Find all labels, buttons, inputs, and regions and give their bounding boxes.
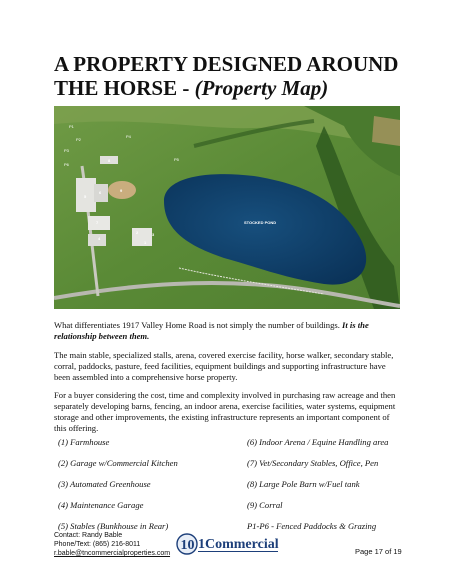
building-number: 6 — [99, 190, 102, 195]
property-aerial-map — [54, 106, 400, 309]
legend-item: (4) Maintenance Garage — [58, 500, 144, 510]
building-number: 3 — [152, 232, 155, 237]
paddock-label: P5 — [174, 157, 179, 162]
logo-mark: 10 — [180, 538, 195, 553]
legend-item: (3) Automated Greenhouse — [58, 479, 151, 489]
building-number: 8 — [108, 158, 111, 163]
paddock-label: P4 — [126, 134, 131, 139]
building-number: 2 — [136, 230, 139, 235]
paddock-label: P3 — [64, 148, 69, 153]
legend-item: P1-P6 - Fenced Paddocks & Grazing — [247, 521, 377, 531]
building-number: 1 — [144, 240, 147, 245]
contact-phone: Phone/Text: (865) 216-8011 — [54, 541, 141, 548]
legend-item: (2) Garage w/Commercial Kitchen — [58, 458, 178, 468]
title-main: A PROPERTY DESIGNED AROUND THE HORSE - — [54, 52, 399, 100]
facilities-paragraph: The main stable, specialized stalls, arena, covered exercise facility, horse walker, secondary stable, corral, paddocks, pasture, feed facilities, equipment buildings and supporting infrastructure have been assembled into a comprehensive horse property. — [54, 350, 394, 382]
legend-item: (9) Corral — [247, 500, 283, 510]
building-number: 7 — [96, 220, 99, 225]
company-logo — [176, 532, 280, 556]
legend-item: (8) Large Pole Barn w/Fuel tank — [247, 479, 360, 489]
aerial-map-graphic — [54, 106, 400, 309]
page-title — [54, 52, 404, 100]
intro-text: What differentiates 1917 Valley Home Road is not simply the number of buildings. — [54, 320, 343, 330]
contact-email-link[interactable]: r.bable@tncommercialproperties.com — [54, 550, 171, 557]
paddock-label: P2 — [76, 137, 81, 142]
page-number: Page 17 of 19 — [355, 547, 402, 556]
logo-wordmark: 1Commercial — [198, 537, 279, 552]
buyer-paragraph: For a buyer considering the cost, time and complexity involved in purchasing raw acreage and then separately developing barns, fencing, an indoor arena, exercise facilities, water systems, equipment storage and other improvements, the existing infrastructure represents an important component of this offering. — [54, 390, 396, 433]
pond-label: STOCKED POND — [244, 220, 277, 225]
building-number: 4 — [98, 236, 101, 241]
footer-contact — [54, 531, 170, 558]
building-number: 9 — [120, 188, 123, 193]
legend-item: (1) Farmhouse — [58, 437, 110, 447]
paddock-label: P6 — [64, 162, 69, 167]
intro-emphasis: It is the relationship between them. — [54, 320, 369, 341]
paddock-label: P1 — [69, 124, 74, 129]
building-number: 5 — [84, 194, 87, 199]
intro-paragraph — [54, 320, 404, 342]
legend-item: (6) Indoor Arena / Equine Handling area — [247, 437, 389, 447]
legend-item: (5) Stables (Bunkhouse in Rear) — [58, 521, 169, 531]
title-subtitle: (Property Map) — [194, 76, 329, 100]
legend-item: (7) Vet/Secondary Stables, Office, Pen — [247, 458, 379, 468]
contact-name: Contact: Randy Bable — [54, 532, 123, 539]
